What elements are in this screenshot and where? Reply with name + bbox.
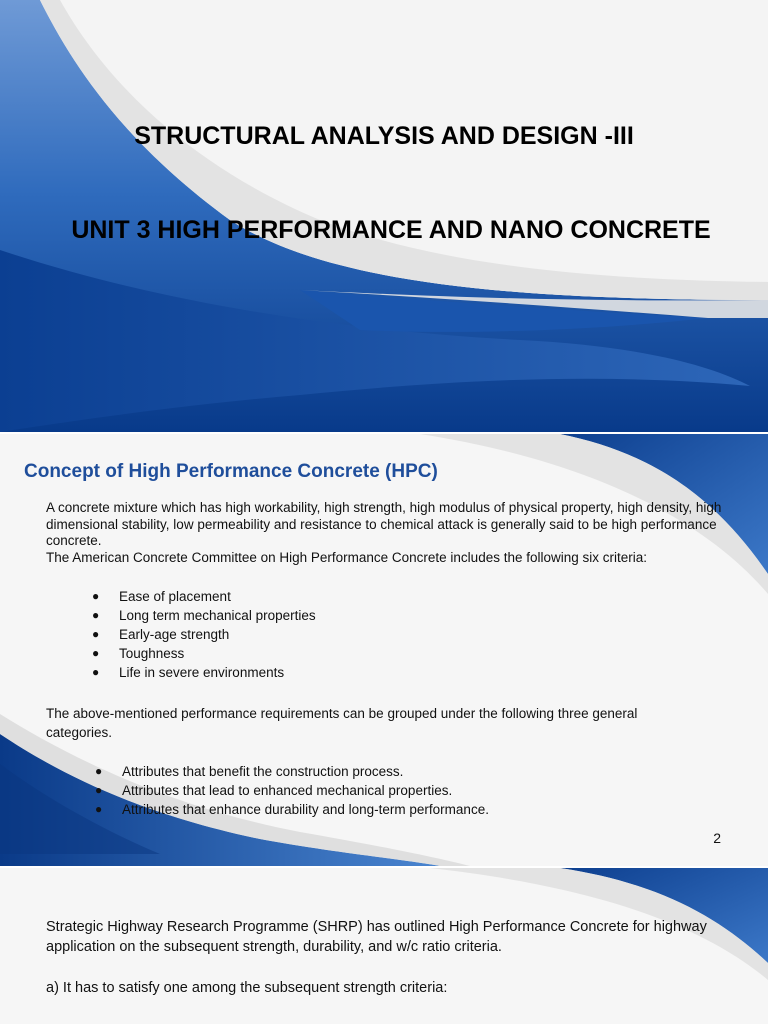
shrp-paragraph: Strategic Highway Research Programme (SHRP) has outlined High Performance Concrete for highway application on the subsequent strength, durability, and w/c ratio criteria.: [46, 919, 707, 955]
list-item-label: Attributes that benefit the construction process.: [122, 764, 404, 779]
bullet-icon: ●: [92, 665, 100, 679]
unit-title: UNIT 3 HIGH PERFORMANCE AND NANO CONCRETE: [71, 216, 711, 244]
list-item-label: Attributes that enhance durability and long-term performance.: [122, 802, 489, 817]
content-slide-shrp: [0, 868, 768, 1024]
section-heading: Concept of High Performance Concrete (HPC): [24, 461, 438, 482]
committee-text: The American Concrete Committee on High Performance Concrete includes the following six criteria:: [46, 549, 648, 565]
course-title: STRUCTURAL ANALYSIS AND DESIGN -III: [134, 122, 634, 150]
bullet-icon: ●: [95, 802, 103, 816]
content-slide-hpc: [0, 434, 768, 866]
bullet-icon: ●: [92, 608, 100, 622]
title-slide: [0, 0, 768, 432]
bullet-icon: ●: [92, 646, 100, 660]
bullet-icon: ●: [92, 627, 100, 641]
list-item-label: Long term mechanical properties: [119, 608, 316, 623]
bullet-icon: ●: [95, 764, 103, 778]
list-item-label: Toughness: [119, 646, 185, 661]
page-number: 2: [713, 830, 721, 846]
list-item-label: Life in severe environments: [119, 665, 285, 680]
grouping-paragraph: The above-mentioned performance requirements can be grouped under the following three general categories.: [46, 706, 638, 740]
bullet-icon: ●: [92, 589, 100, 603]
hpc-definition-paragraph: [46, 500, 726, 566]
strength-criteria-text: a) It has to satisfy one among the subsequent strength criteria:: [46, 980, 448, 996]
bullet-icon: ●: [95, 783, 103, 797]
list-item-label: Attributes that lead to enhanced mechanical properties.: [122, 783, 453, 798]
list-item-label: Ease of placement: [119, 589, 231, 604]
list-item-label: Early-age strength: [119, 627, 230, 642]
hpc-definition-text: A concrete mixture which has high workability, high strength, high modulus of physical property, high density, high dimensional stability, low permeability and resistance to chemical attack is generally said to be high performance concrete.: [46, 500, 722, 548]
